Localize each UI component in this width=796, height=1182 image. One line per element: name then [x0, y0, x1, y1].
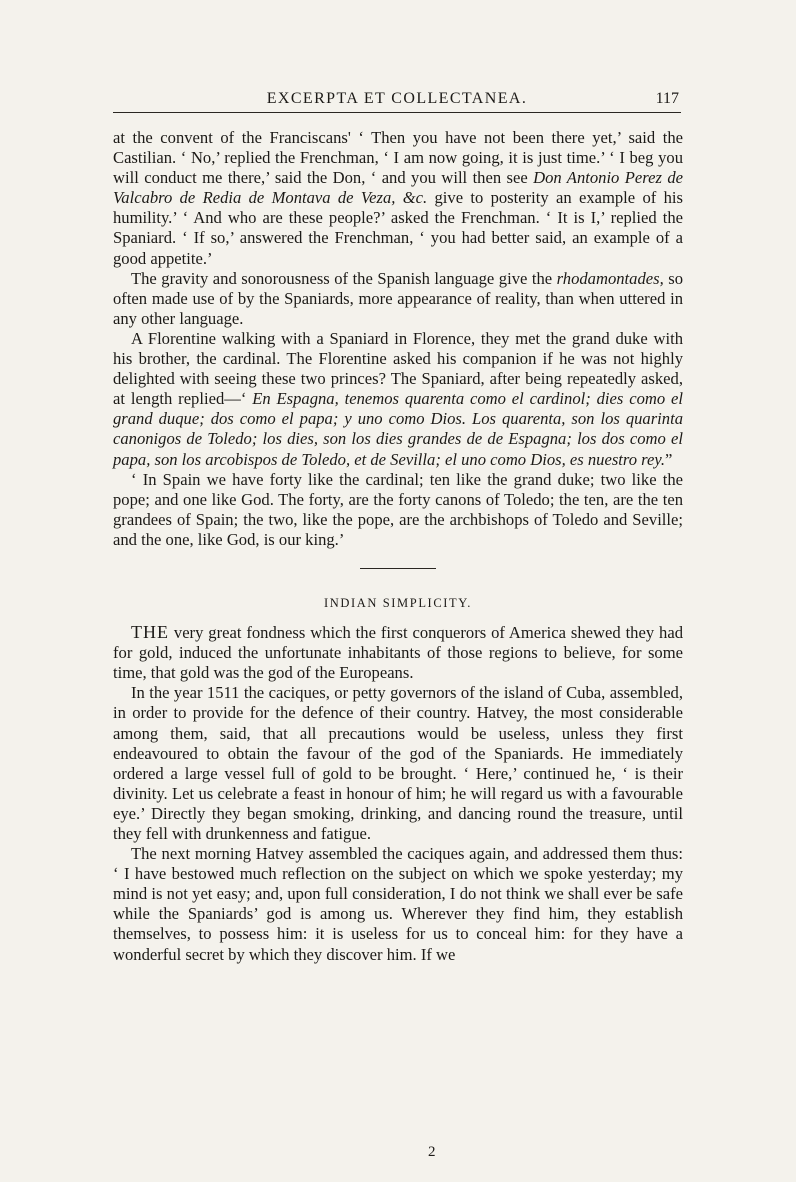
- running-title: EXCERPTA ET COLLECTANEA.: [266, 90, 528, 107]
- text-run: The gravity and sonorousness of the Spanish language give the: [131, 268, 557, 288]
- italic-run: En Espagna, tenemos quarenta como el cardinol; dies como el grand duque; dos como el papa; y uno como Dios. Los quarenta, son los quarinta canonigos de Toledo; los dies, son los dies grandes de de Espagna; los dos como el papa, son los arcobispos de Toledo, et de Sevilla; el uno como Dios, es nuestro rey.: [113, 389, 683, 469]
- text-run: at the convent of the Franciscans' ‘ Then you have not been there yet,’ said the Castilian. ‘ No,’ replied the Frenchman, ‘ I am now going, it is just time.’ ‘ I beg you will conduct me there,’ said the Don, ‘ and you will then see: [113, 128, 683, 188]
- text-run: very great fondness which the first conquerors of America shewed they had for gold, induced the unfortunate inhabitants of those regions to believe, for some time, that gold was the god of the Europeans.: [113, 623, 683, 683]
- paragraph: [113, 329, 683, 470]
- page-number: 117: [655, 90, 679, 107]
- paragraph: In the year 1511 the caciques, or petty governors of the island of Cuba, assembled, in order to provide for the defence of their country. Hatvey, the most considerable among them, said, that all precautions would be useless, unless they first endeavoured to obtain the favour of the god of the Spaniards. He immediately ordered a large vessel full of gold to be brought. ‘ Here,’ continued he, ‘ is their divinity. Let us celebrate a feast in honour of him; he will regard us with a favourable eye.’ Directly they began smoking, drinking, and dancing round the treasure, until they fell with drunkenness and fatigue.: [113, 683, 683, 843]
- paragraph: [113, 128, 683, 269]
- text-run: give to posterity an example of his humility.’ ‘ And who are these people?’ asked the Frenchman. ‘ It is I,’ replied the Spaniard. ‘ If so,’ answered the Frenchman, ‘ you had better said, an example of a good appetite.’: [113, 188, 683, 268]
- section-title: INDIAN SIMPLICITY.: [323, 595, 472, 610]
- signature-mark: 2: [428, 1144, 436, 1160]
- body-text: [113, 128, 683, 965]
- paragraph: [113, 622, 683, 683]
- text-run: so often made use of by the Spaniards, more appearance of reality, than when uttered in any other language.: [113, 268, 683, 328]
- italic-run: Don Antonio Perez de Valcabro de Redia de Montava de Veza, &c.: [113, 168, 683, 208]
- paragraph: [113, 269, 683, 329]
- italic-run: rhodamontades,: [556, 268, 664, 288]
- lead-word: THE: [131, 622, 169, 643]
- paragraph: The next morning Hatvey assembled the caciques again, and addressed them thus: ‘ I have bestowed much reflection on the subject on which we spoke yesterday; my mind is not yet easy; and, upon full consideration, I do not think we shall ever be safe while the Spaniards’ god is among us. Wherever they find him, they establish themselves, to possess him: it is useless for us to conceal him: for they have a wonderful secret by which they discover him. If we: [113, 844, 683, 964]
- paragraph: ‘ In Spain we have forty like the cardinal; ten like the grand duke; two like the pope; and one like God. The forty, are the forty canons of Toledo; the ten, are the ten grandees of Spain; the two, like the pope, are the archbishops of Toledo and Seville; and the one, like God, is our king.’: [113, 469, 683, 549]
- section-divider: [360, 568, 436, 569]
- text-run: A Florentine walking with a Spaniard in Florence, they met the grand duke with his brother, the cardinal. The Florentine asked his companion if he was not highly delighted with seeing these two princes? The Spaniard, after being repeatedly asked, at length replied—‘: [113, 328, 683, 409]
- text-run: ”: [665, 449, 673, 469]
- running-head: [113, 90, 681, 113]
